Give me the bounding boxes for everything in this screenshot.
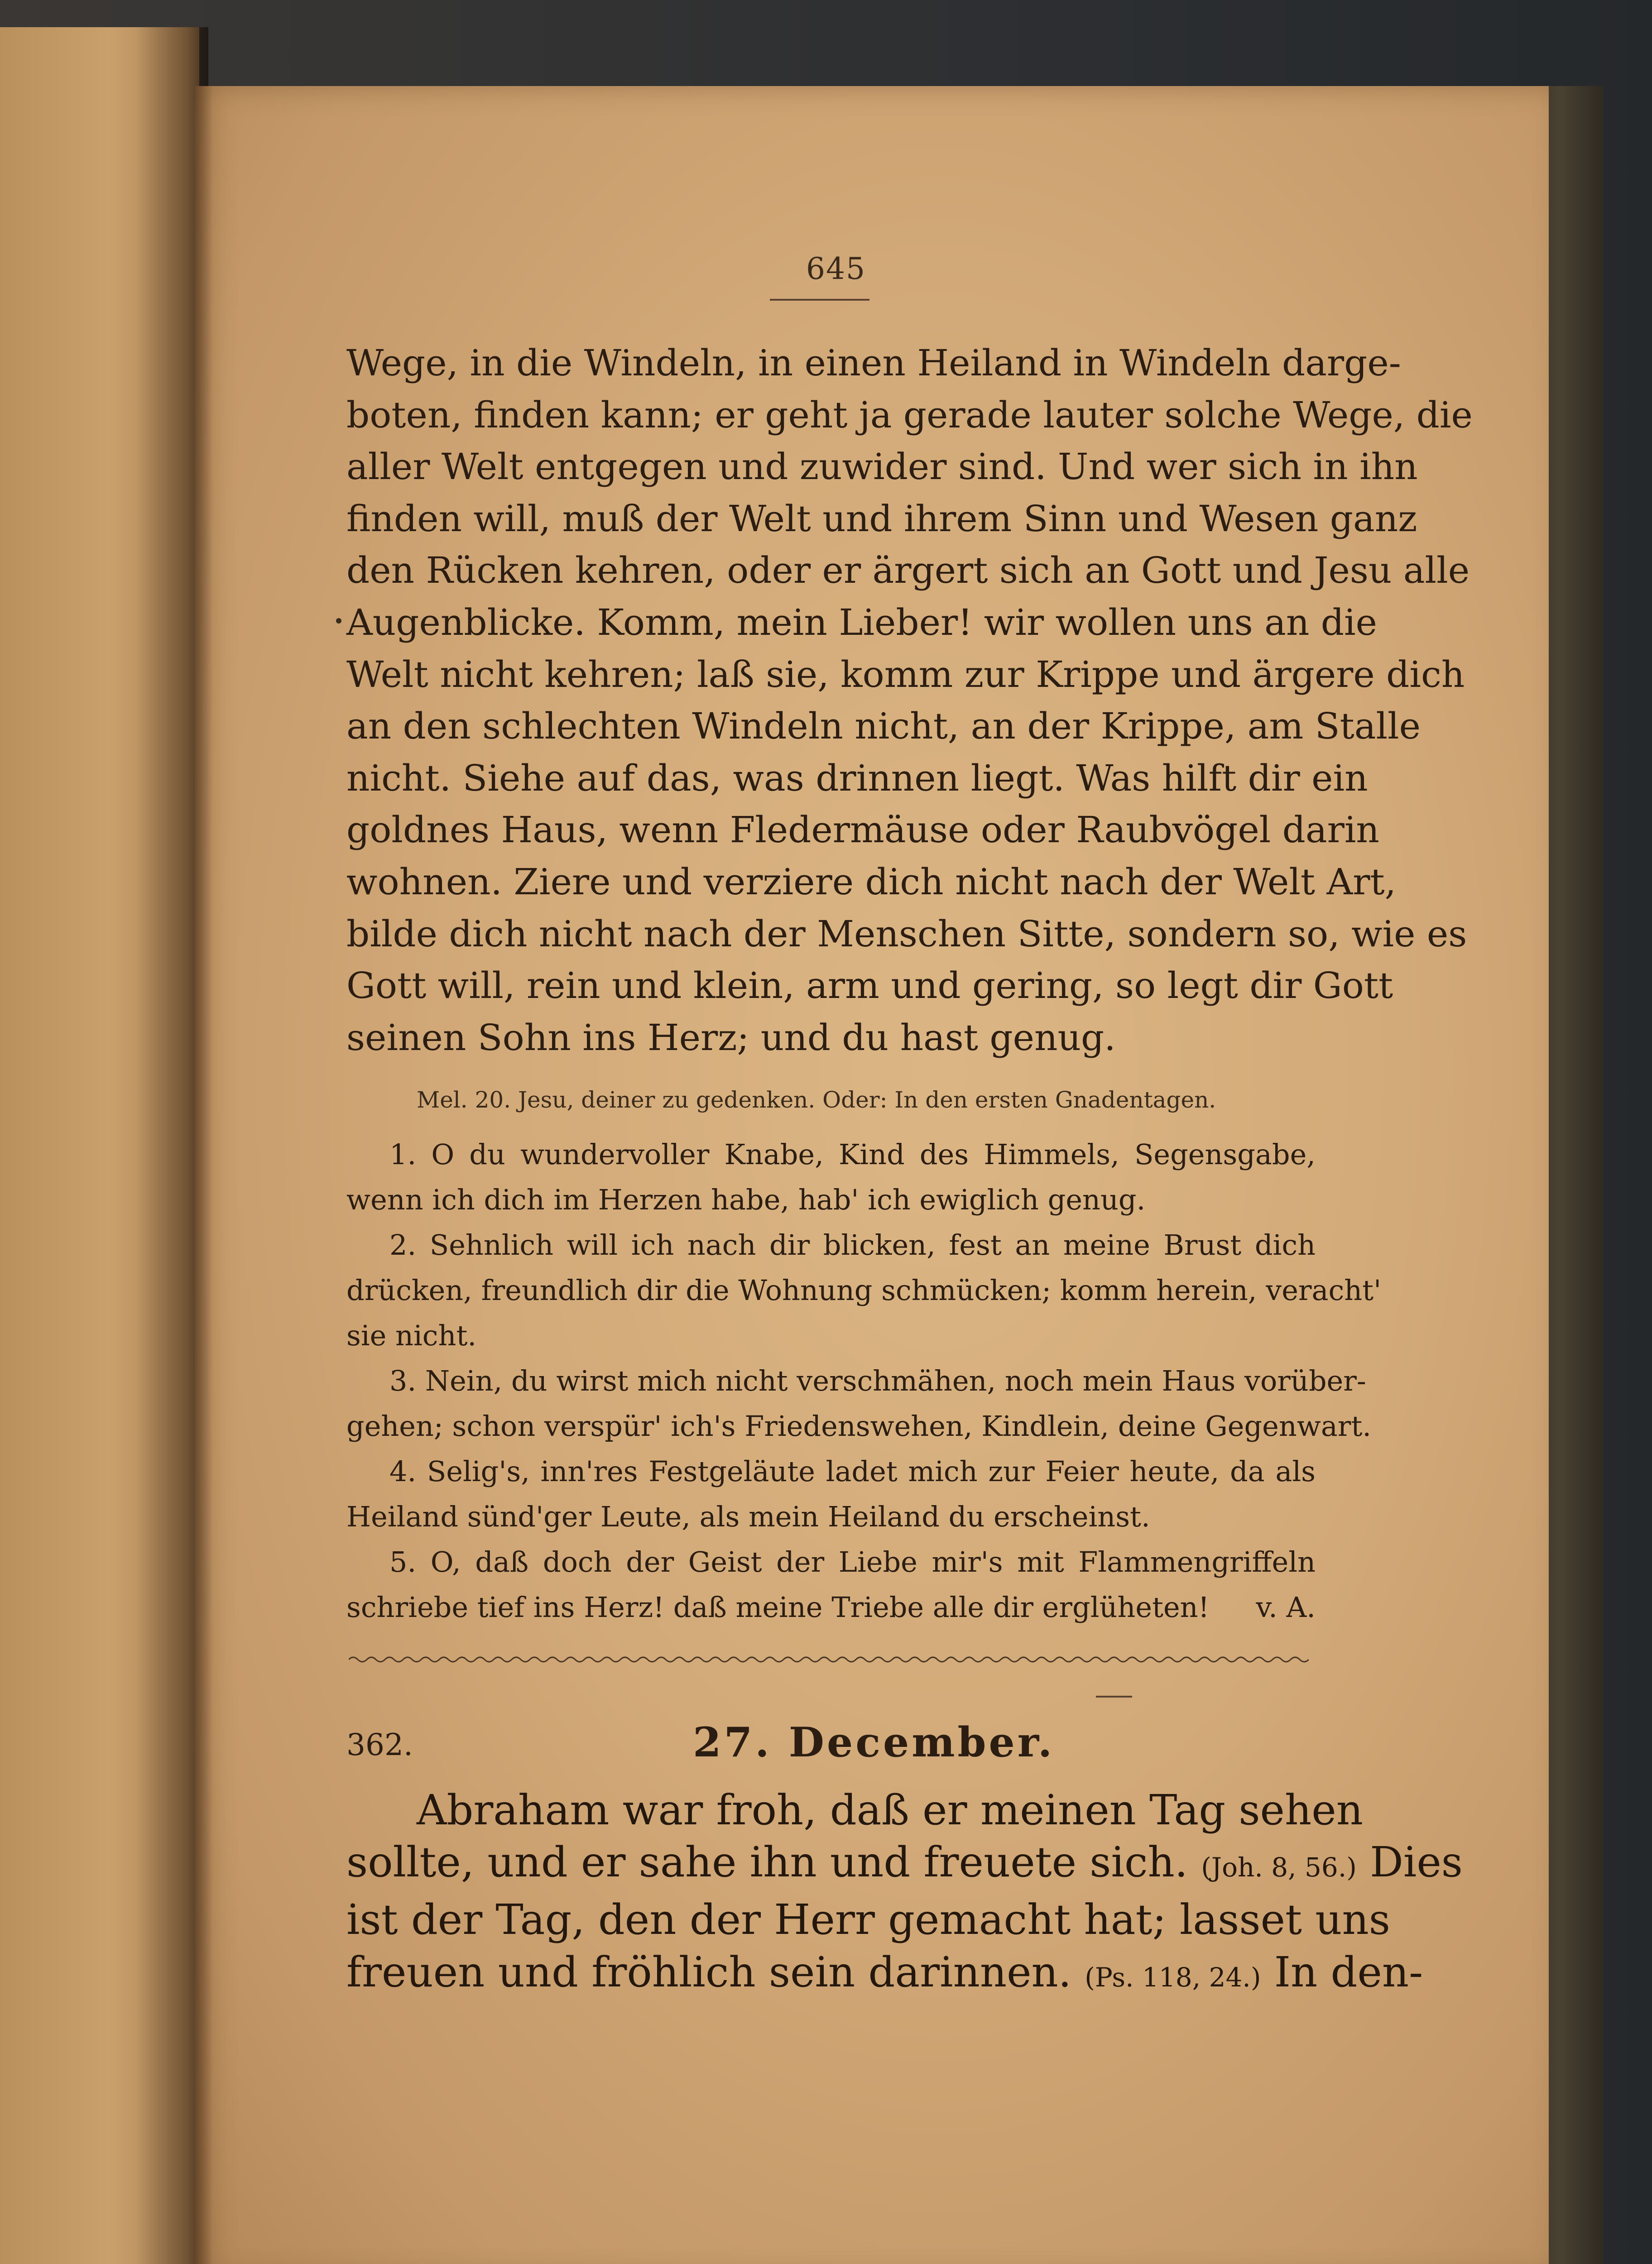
hymn-line: 2. Sehnlich will ich nach dir blicken, fest an meine Brust dich bbox=[389, 1228, 1316, 1262]
hymn-line: drücken, freundlich dir die Wohnung schmücken; komm herein, veracht' bbox=[346, 1274, 1382, 1307]
entry-title: 27. December. bbox=[693, 1718, 1055, 1766]
text-line: wohnen. Ziere und verziere dich nicht nach der Welt Art, bbox=[346, 860, 1397, 903]
scripture-verse bbox=[346, 1836, 1463, 2004]
hymn-line: gehen; schon verspür' ich's Friedenswehen, Kindlein, deine Gegenwart. bbox=[346, 1410, 1372, 1443]
hymn-line: wenn ich dich im Herzen habe, hab' ich ewiglich genug. bbox=[346, 1183, 1146, 1216]
text-line: Gott will, rein und klein, arm und gering, so legt dir Gott bbox=[346, 964, 1393, 1007]
verse-text: Dies bbox=[1370, 1838, 1463, 1886]
hymn-line: 3. Nein, du wirst mich nicht verschmähen, noch mein Haus vorüber- bbox=[389, 1364, 1366, 1397]
verse-text: In den- bbox=[1274, 1948, 1423, 1996]
verse-line: Abraham war froh, daß er meinen Tag sehen bbox=[417, 1786, 1363, 1834]
text-line: Augenblicke. Komm, mein Lieber! wir wollen uns an die bbox=[346, 601, 1377, 643]
verse-text: sollte, und er sahe ihn und freuete sich. bbox=[346, 1838, 1188, 1886]
wavy-divider bbox=[349, 1653, 1309, 1666]
text-line: nicht. Siehe auf das, was drinnen liegt. Was hilft dir ein bbox=[346, 757, 1368, 799]
text-line: Welt nicht kehren; laß sie, komm zur Krippe und ärgere dich bbox=[346, 653, 1465, 696]
verse-reference: (Joh. 8, 56.) bbox=[1201, 1852, 1357, 1883]
text-line: goldnes Haus, wenn Fledermäuse oder Raubvögel darin bbox=[346, 809, 1379, 851]
margin-mark bbox=[336, 618, 341, 624]
hymn-line: 4. Selig's, inn'res Festgeläute ladet mich zur Feier heute, da als bbox=[389, 1455, 1316, 1488]
hymn-verses bbox=[346, 1132, 1382, 1630]
text-line: boten, finden kann; er geht ja gerade lauter solche Wege, die bbox=[346, 393, 1473, 436]
page-inner-edge bbox=[195, 86, 213, 2264]
text-line: den Rücken kehren, oder er ärgert sich an Gott und Jesu alle bbox=[346, 549, 1470, 592]
verse-text: freuen und fröhlich sein darinnen. bbox=[346, 1948, 1072, 1996]
hymn-line: 5. O, daß doch der Geist der Liebe mir's mit Flammengriffeln bbox=[389, 1545, 1316, 1578]
hymn-line: sie nicht. bbox=[346, 1319, 477, 1352]
page-number: 645 bbox=[806, 251, 866, 286]
verse-line: ist der Tag, den der Herr gemacht hat; lasset uns bbox=[346, 1895, 1390, 1944]
hymn-line: Heiland sünd'ger Leute, als mein Heiland du erscheinst. bbox=[346, 1500, 1150, 1533]
verse-line bbox=[346, 1946, 1423, 2004]
verse-reference: (Ps. 118, 24.) bbox=[1085, 1962, 1261, 1993]
text-line: finden will, muß der Welt und ihrem Sinn und Wesen ganz bbox=[346, 497, 1417, 540]
scripture-verse-first-line bbox=[417, 1784, 1363, 1837]
text-line: Wege, in die Windeln, in einen Heiland in Windeln darge- bbox=[346, 342, 1401, 384]
text-line: seinen Sohn ins Herz; und du hast genug. bbox=[346, 1016, 1116, 1059]
meditation-text bbox=[346, 337, 1473, 1064]
melody-reference: Mel. 20. Jesu, deiner zu gedenken. Oder: In den ersten Gnadentagen. bbox=[417, 1087, 1216, 1113]
entry-number: 362. bbox=[346, 1727, 413, 1762]
text-line: aller Welt entgegen und zuwider sind. Und wer sich in ihn bbox=[346, 446, 1418, 488]
page-number-rule bbox=[770, 299, 869, 301]
hymn-line: 1. O du wundervoller Knabe, Kind des Himmels, Segensgabe, bbox=[389, 1138, 1316, 1171]
hymn-last-line bbox=[346, 1585, 1316, 1630]
hymn-line: schriebe tief ins Herz! daß meine Triebe alle dir erglüheten! bbox=[346, 1591, 1210, 1624]
pencil-mark bbox=[1096, 1696, 1132, 1698]
text-line: an den schlechten Windeln nicht, an der Krippe, am Stalle bbox=[346, 705, 1421, 748]
hymn-author: v. A. bbox=[1256, 1591, 1316, 1624]
verse-line bbox=[346, 1836, 1463, 1894]
text-line: bilde dich nicht nach der Menschen Sitte, sondern so, wie es bbox=[346, 912, 1467, 955]
